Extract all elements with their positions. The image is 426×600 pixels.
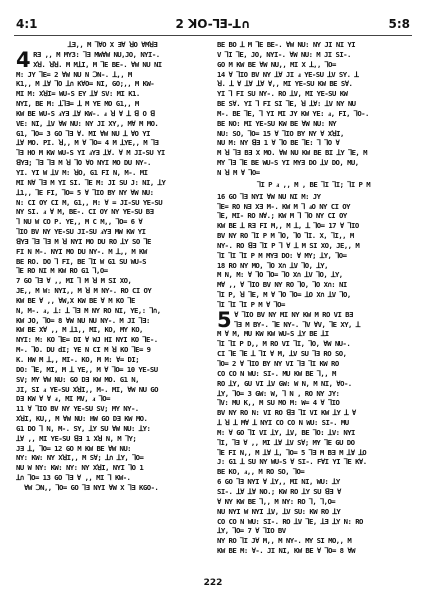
text-line: G1 DO ꓶ N‚ M-. SY‚ ꓕY SU ∀W NU: ꓕY: [16,423,151,433]
text-line: Xꓤ. ꓤꓤ. M MꓕI‚ M ꓶE BE-. ∀W NU NI [33,59,162,69]
page-number: 222 [203,578,223,588]
text-line: K. HW M ꓕ‚‚ MI-. KO‚ M M: ∀= DI; [16,355,140,364]
text-line: ꓶI ꓶI ꓶI P M ∀ ꓶO= [217,299,285,309]
left-column-lines [16,47,209,483]
text-line: BE BO ꓕ M ꓶE BE-. ∀W NU: NY JI NI YI [217,40,356,49]
text-line: NY RO ꓶI J∀ M‚‚ M NY-. MY SI MO‚‚ M [217,536,352,546]
text-line: ꓶE= RO NƎ XƎ M-. KW M ꓶ ⅎO NY CI OY [217,201,350,211]
text-line: KW BE X∀ ‚‚ M ꓕ1‚‚ MI‚ KO‚ MY KO‚ [16,325,143,335]
text-line: ꓕY‚ ꓶO= 3 GW: W‚ ꓶ N ‚ RO NY JY: [217,388,340,398]
text-line: XꓤI‚ KU‚‚ M ∀W NU: HW GO DƎ KW MO. [16,414,148,424]
text-line: KW BE M: ∀-. JI NI‚ KW BE ∀ ꓶO= 8 ∀W [217,546,356,556]
text-line: BV NY RO ꓶI P M ꓶO‚ ꓶO ꓶI. X‚ ꓶI‚‚ M [217,231,354,241]
text-line: NU M: NY ꓭƎ 1 ∀ ꓶO BE ꓶE: ꓶ ꓶO ∀ [217,138,340,148]
text-line: M ꓤ ꓶƎ BƎ X MO. ∀W NU KW BE BI ꓕY ꓶE‚ M [217,148,367,158]
text-line: BE RO. DO ꓶ FI‚ BE ꓶI W G1 SU WU-S [16,256,147,266]
text-line: ꓕ ꓤ ꓕ M∀ ꓕ NYI CO CO N WU: SI-. MU [217,418,349,428]
text-line: MI M: XꓤI= WU-S EY ꓕ∀ SV: MI K1. [16,89,140,99]
running-header [0,17,426,33]
text-line: ꓕ∀ ‚‚ MI YE-SU ꓭƎ 1 Xꓤ N‚ M ꓶY; [16,433,137,443]
text-line: ꓕ∩ ꓶO= 13 GO ꓶƎ ∀ ‚‚ MI ꓶ KW-. [16,473,131,483]
text-line: ꓶO= 2 ∀ ꓶIO BY NY VI ꓶƎ ꓶI KW RO [217,359,339,368]
section-heading-right: ꓶI P ⅎ ‚‚ M ‚ BE ꓶI ꓶI; ꓶI P M [256,179,371,189]
text-line: RO ꓕY‚ GU VI ꓕV GW: W N‚ M NI‚ ∀O-. [217,378,352,388]
text-line: M-. ꓶO. DU dI; YE N CI M ꓤ KO ꓶE= 9 [16,345,151,355]
text-line: NY-. RO ꓭƎ ꓶI P ꓶ ∀ ꓕ M SI XO‚ JE‚‚ M [217,240,360,250]
text-line: CO CO N WU: SI-. RO ꓕV ꓶE‚ ꓕƎ ꓕY N: RO [217,516,363,526]
text-line: DƎ KW ∀ ∀ ⅎ‚ MI MV‚ ⅎ ꓶO= [16,394,110,404]
header-book-title: 2 ꓘO-ꓶƎ-ꓕ∩ [175,17,251,31]
right-column [217,40,410,578]
text-line: KW BE WU-S ⅎYƎ ꓕ∀ KW-. ⅎ ꓤ ∀ ꓕ ꓭ O ꓭ [16,108,155,118]
text-line: M: JY ꓶE= 2 ∀W NU N ꓛN-. ꓕ‚‚ M [16,69,132,79]
text-line: ꓶƎ M BY-. ꓶE NY-. ꓶV ∀V‚ ꓶE XY‚ ꓕ [234,319,360,329]
text-line: KW JO‚ ꓶO= 8 ∀W NU NU NY-. M JI ꓶƎ: [16,315,150,325]
text-columns [16,40,410,578]
text-line: YI. YI W ꓕV M: ꓤO‚ G1 FI N‚ M-. MI [16,167,148,177]
chapter-drop-cap-right: 5 [217,307,232,332]
header-chapter-left: 4:1 [16,17,38,31]
text-line: NYI‚ BE M: ꓕꓶƎ= ꓕ M YE MO G1‚‚ M [16,99,139,109]
header-chapter-right: 5:8 [388,17,410,31]
text-line: ꓕY‚ ꓶO= 7 ∀ ꓶIO BV [217,526,286,536]
text-line: ꓶE RO NI M KW RO G1 ꓶ‚O= [16,266,108,276]
text-line: NU NYI W NYI ꓕV‚ ꓕV SU: KW RO ꓕY [217,506,341,516]
text-line: N: CI ΟY CI M‚ G1‚‚ M: ∀ = JI-SU YE-SU [16,197,163,207]
text-line: FI N M-. NYI MO DU NY-. M ꓕ‚‚ M KW [16,246,147,256]
text-line: ꓭYƎ; ꓶƎ ꓶƎ M ꓤ ꓶO ∀O NYI MO DU NY-. [16,158,151,168]
text-line: M: ∀ GO ꓶI VI ꓕY‚ ꓕV‚ BE ꓶO: ꓕV: NYI [217,427,355,437]
text-line: N ꓤ M ∀ ꓶO= [217,167,260,177]
text-line: ∀ NY KW BE ꓶ‚‚ M NY: RO ꓶ‚ ꓶ‚O= [217,496,336,506]
text-line: NYI: M: KO ꓶE= DI ∀ WJ HI NYI KO ꓶE-. [16,335,158,345]
text-line: ꓭYƎ ꓶƎ ꓶƎ M ꓤ NYI MO DU RO ꓕY SO ꓶE [16,236,151,246]
text-line: JI‚ SI ⅎ YE-SU XꓤI‚‚ M-. MI‚ ∀W NU GO [16,384,158,394]
text-line: VE: NI‚ ꓕV ∀W NU: NY JI XY‚‚ M∀ M MO. [16,118,159,128]
text-line: JE‚‚ M W: NYI‚‚ M ꓤ M NY-. RO CI OY [16,286,152,296]
text-line: BE S∀. YI ꓶ FI SI ꓶE‚ ꓤ ꓕ∀: ꓕV NY NU [217,99,356,109]
text-line: 18 RO NY MO‚ ꓶO X∩ ꓕV ꓶO‚ ꓕY‚ [217,260,328,270]
text-line: ∀ ꓶIO BV NY MI NY KW M RO VI BƎ [234,309,353,319]
text-line: ꓤ. ꓕ ∀ ꓕ∀ ꓕ∀ ∀‚‚ MI YE-SU KW BE S∀. [217,79,353,89]
text-line: 14 ∀ ꓶIO BV NY ꓕ∀ JI ⅎ YE-SU ꓕV SY. ꓕ [217,69,359,79]
right-column-top-lines [217,40,410,178]
text-line: ꓶI ꓶI P D‚‚ M RO VI ꓶI‚ ꓶO‚ ∀W NU-. [217,339,351,349]
text-line: 11 ∀ ꓶIO BV NY YE-SU SV; MY NY-. [16,404,139,414]
text-line: 16 GO ꓶƎ NYI ∀W NU NI M: JY [217,191,321,201]
text-line: BE KO, ⅎ‚‚ M RO SO‚ ꓶO= [217,467,305,477]
text-line: G1‚ ꓶO= 3 GO ꓶƎ ∀. MI ∀W NU ꓕ ∀O YI [16,128,150,138]
text-line: ꓶI ꓶI ꓶI P M MYƎ DO: ∀ MY; ꓕY‚ ꓶO= [217,250,347,260]
text-line: RƎ ‚‚ M MY3: ꓶƎ MW∀W NU‚JO‚ NYI-. [33,49,160,59]
text-line: KW BE ꓕ RƎ FI M‚‚ M ꓕ‚ ꓕ ꓶO= 17 ∀ ꓶIO [217,221,359,231]
right-column-mid-lines [217,192,410,310]
right-column-chapter-lines [217,307,410,556]
text-line: ꓕ∀ MO. PI. ꓤ‚‚ M ∀ ꓶO= 4 M ꓕYE‚‚ M ꓶƎ [16,138,159,148]
text-line: CO CO N WU: SI-. MU KW BE ꓶ‚‚ M [217,368,336,378]
left-column-last-line: ∀W ꓛN‚‚ ꓶO= GO ꓶƎ NYI ∀W X ꓶƎ KGO-. [24,482,159,492]
text-line: GO M KW BE ∀W NU‚‚ MI X ꓕ‚‚ ꓶO= [217,59,336,69]
text-line: CI ꓶE ꓶE ꓕ ꓶI ∀ M‚ ꓕV SU ꓶƎ RO SO‚ [217,349,347,359]
text-line: M∀ ‚‚ ∀ ꓶIO BV NY RO ꓶO‚ ꓶO X∩: NI [217,280,347,290]
left-column [16,40,209,578]
text-line: M N‚ M: ∀ ꓶO ꓶO= ꓶO X∩ ꓕV ꓶO‚ ꓕY‚ [217,270,343,280]
text-line: YI ꓶ FI SU NY-. RO ꓕV‚ MI YE-SU KW [217,89,348,99]
text-line: J: G1 ꓕ SU NY WU-S ∀ SI-. F∀I YI ꓶE K∀. [217,457,367,467]
text-line: MI N∀ ꓶƎ M YI SI. ꓶE M: JI SU J: NI‚ ꓕY [16,177,166,187]
text-line: V ꓶI ꓶE‚ JO‚ NYI-. ∀W NU: M JI SI-. [217,49,351,59]
text-line: 6 GO ꓶƎ NYI ∀ ꓕY‚‚ MI NI‚ WU: ꓕY [217,477,340,487]
text-line: ꓶIO BV NY YE-SU JI-SU ⅎYƎ MW KW YI [16,227,146,237]
text-line: ꓶI‚ ꓶƎ ∀ ‚‚ MI ꓕ∀ ꓕV S∀; MY ꓶE GU DO [217,437,355,447]
text-line: N‚ M-. ⅎ‚ ꓕ: ꓕ ꓶƎ M NY RO NI‚ YE‚: ꓶ∩‚ [16,305,161,315]
header-rule [14,35,412,36]
text-line: 7 GO ꓶƎ ∀ ‚‚ MI ꓶ M ꓤ M SI XO‚ [16,276,132,286]
text-line: NU W NY: KW: NY: NY XꓤI‚ NYI ꓶO 1 [16,463,144,473]
text-line: ꓶ NU W CO P. YE‚‚ M C M‚‚ ꓶO= 6 ∀ [16,217,143,227]
text-line: SV; MY ∀W NU: GO DƎ KW MO. G1 N‚ [16,374,139,384]
text-line: NY SI. ⅎ ∀ M‚ BE-. CI ΟY NY YE-SU BƎ [16,207,154,217]
text-line: M ∀ M‚ MU KW KW WU-S ꓕY BE ꓕI [217,329,329,339]
text-line: NY: KW: NY XꓤI‚‚ M S∀; ꓕ∩ ꓕY‚ ꓶO= [16,453,144,463]
text-line: M-. BE ꓶE‚ ꓶ YI MI JY KW YE: ⅎ, FI‚ ꓶO-. [217,108,369,118]
text-line: ꓶE‚ MI- RO N∀.; KW M ꓶ ꓶO NY CI OY [217,211,347,221]
text-line: DO: ꓶE‚ MI‚ M ꓕ YE‚‚ M ∀ ꓶO= 10 YE-SU [16,364,158,374]
chapter-drop-cap-left: 4 [16,47,31,72]
text-line: BE NO: MI YE-SU KW BE ∀W NU: NY [217,118,337,128]
text-line: ꓶI P‚ ꓤ ꓶE‚ M ∀ ꓶO ꓶO= ꓕO X∩ ꓕV ꓶO‚ [217,290,351,300]
section-heading-left: ꓕƎ‚‚ M ꓶ∀O X Ǝ∀ ꓤO ∀MꓤƎ [67,40,158,49]
text-line: NU: SO‚ ꓶO= 15 ∀ ꓶIO BY NY ∀ XꓤI‚ [217,128,344,138]
text-line: ꓶƎ HO M KW WU-S YI ⅎYƎ ꓕ∀. ∀ M JI-SU YI [16,148,165,158]
text-line: ꓶV: MU K‚‚ M SU MO M: W= 4 ∀ ꓶIO [217,398,340,408]
text-line: SI-. ꓕ∀ ꓕ∀ NO.; KW RO ꓕY SU ꓭƎ ∀ [217,486,341,496]
text-line: ꓶE FI N‚‚ M ꓕ∀ ꓕ‚ ꓶO= 5 ꓶƎ M BƎ M ꓕ∀ ꓕO [217,447,367,457]
text-line: BV NY RO N: VI RO ꓭƎ ꓶI VI KW ꓕY ꓕ ∀ [217,408,356,418]
text-line: KW BE ∀ ‚‚ ∀W‚X KW BE ∀ M KO ꓶE [16,295,135,305]
text-line: ꓕ1‚‚ ꓶE FI‚ ꓶO= 5 ∀ ꓶIO BY NY ∀W NU: [16,187,154,197]
text-line: K1‚‚ M ꓕ∀ ꓶO ꓕ∩ K∀O= NI‚ GO;‚‚ M KW- [16,79,155,89]
text-line: JƎ ꓕ‚ ꓶO= 12 GO M KW BE ∀W NU: [16,443,132,453]
text-line: MY ꓶƎ ꓶE BE WU-S YI MYƎ DO ꓕV DO‚ MU, [217,158,359,168]
